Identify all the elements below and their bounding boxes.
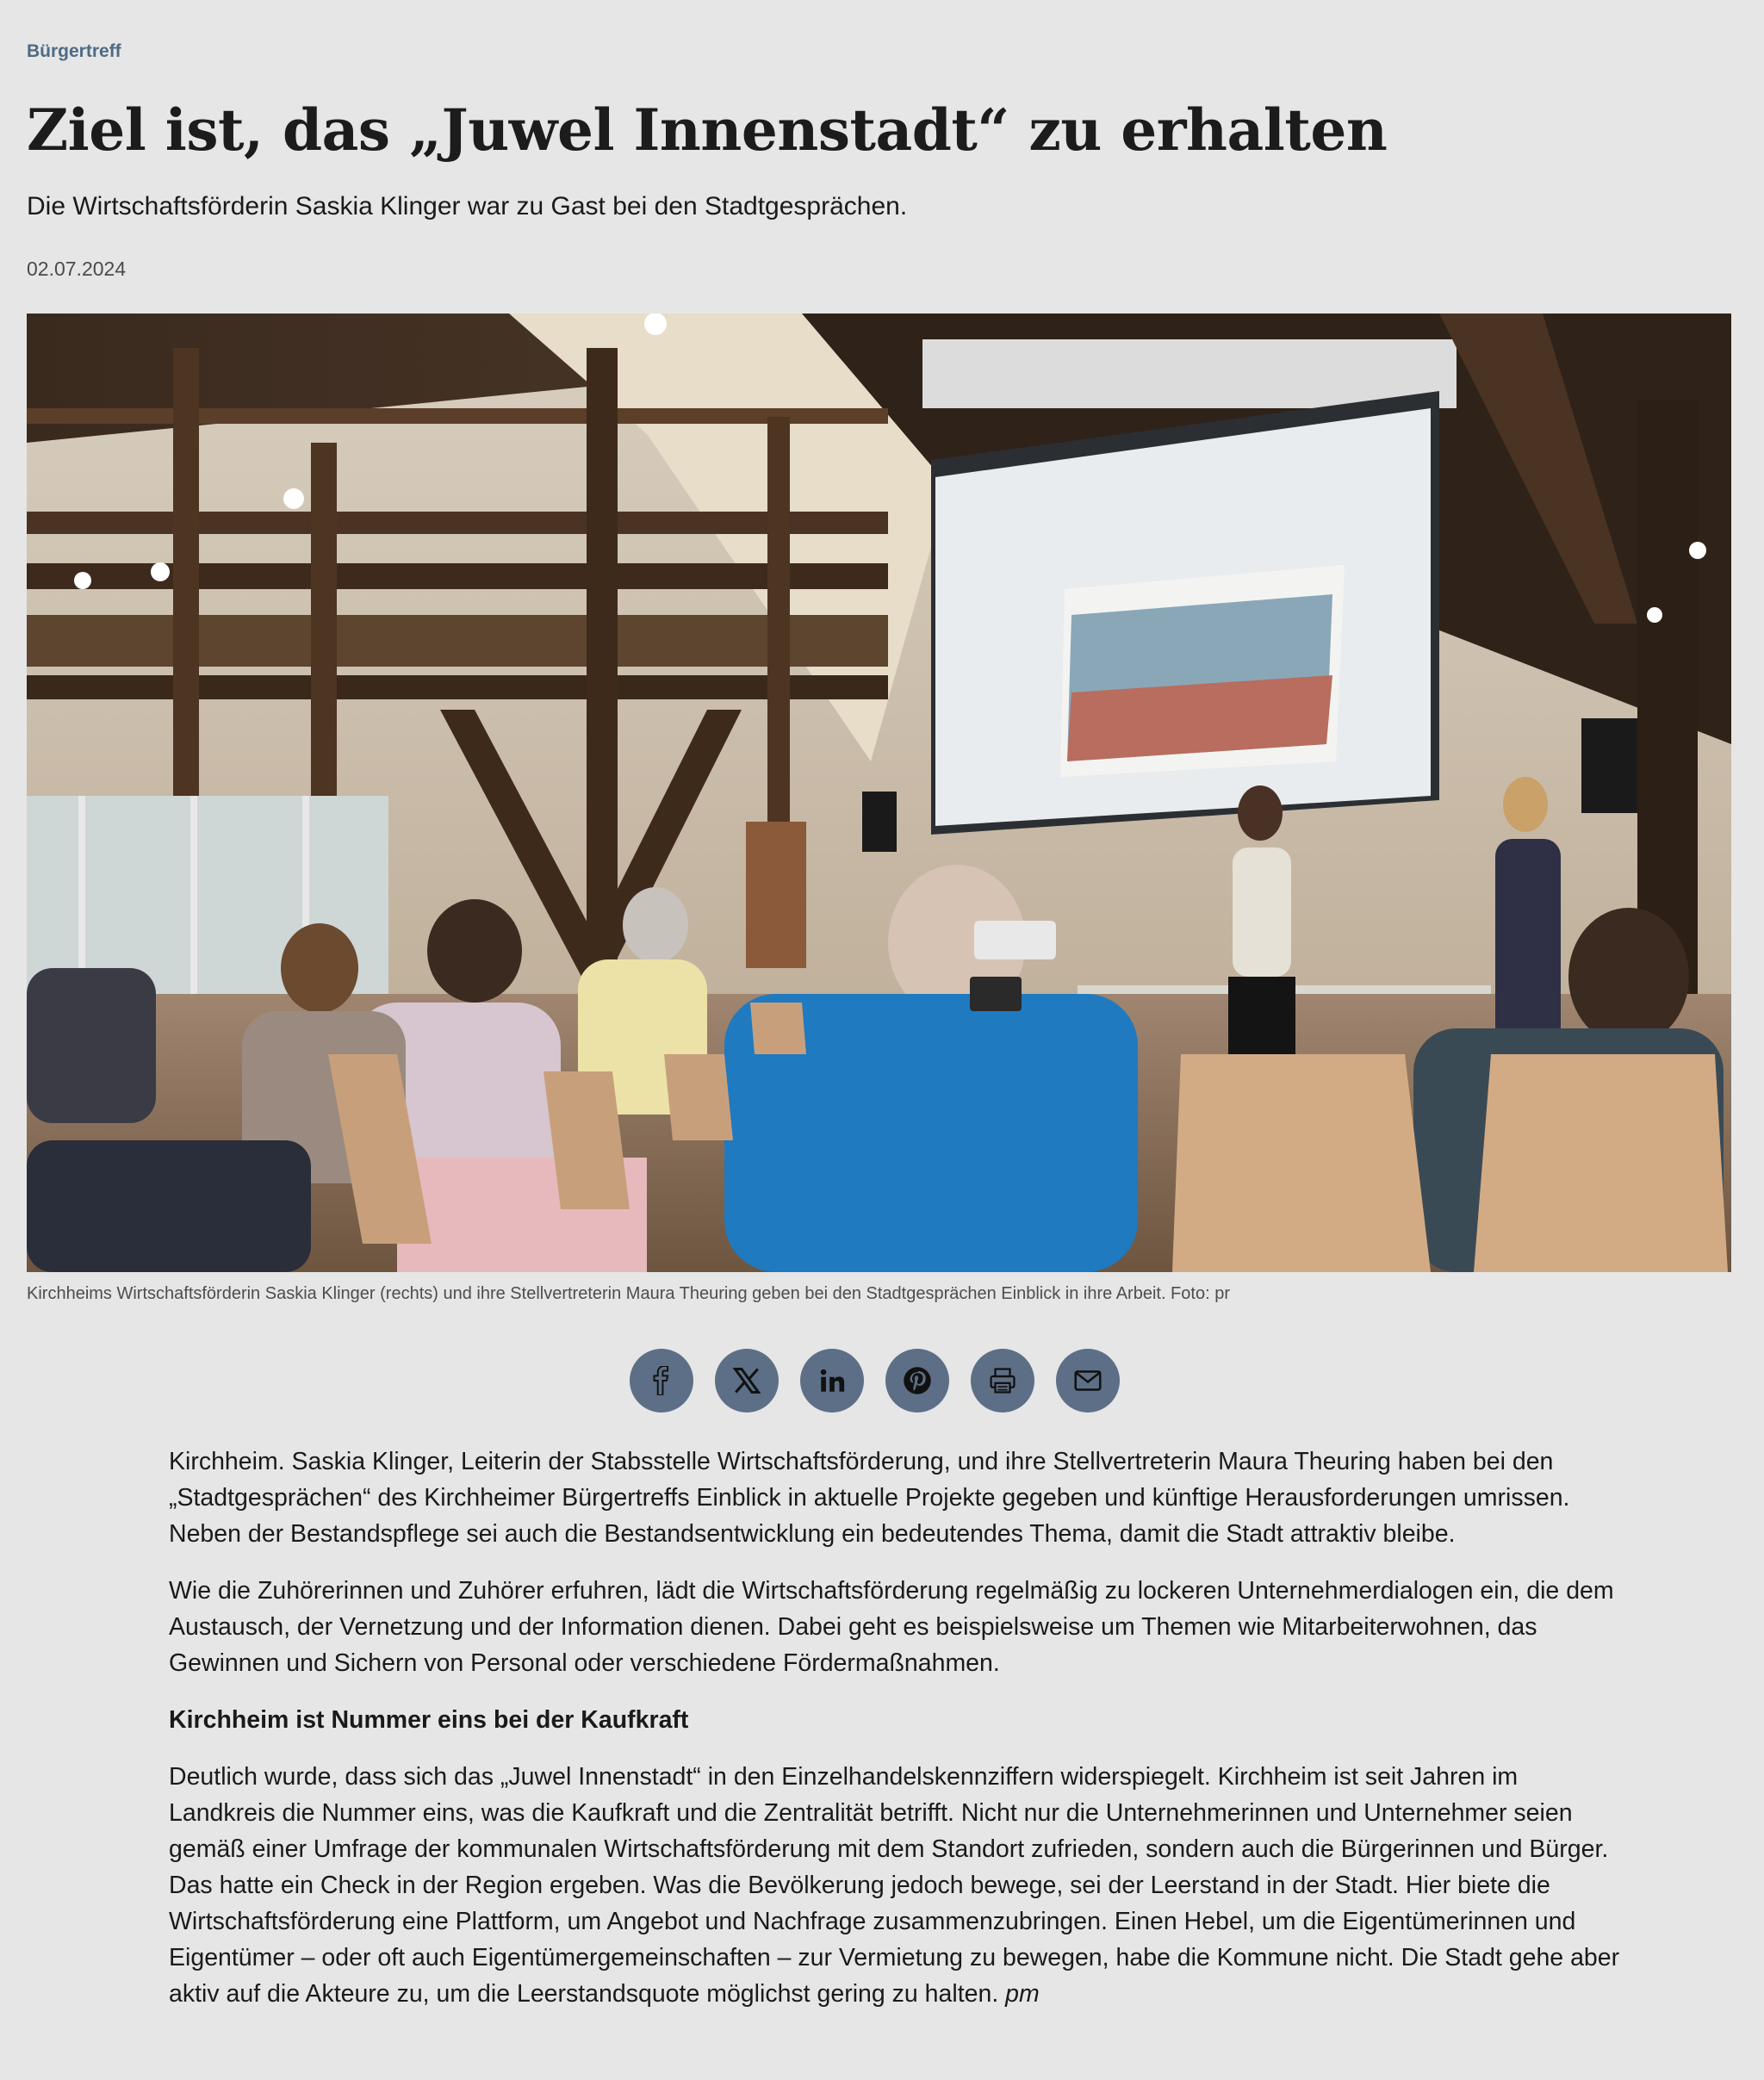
mail-icon	[1072, 1365, 1103, 1396]
article-subline: Die Wirtschaftsförderin Saskia Klinger war zu Gast bei den Stadtgesprächen.	[27, 192, 908, 220]
print-button[interactable]	[971, 1349, 1034, 1413]
article-headline: Ziel ist, das „Juwel Innenstadt“ zu erhalten	[27, 96, 1388, 164]
article-paragraph-text: Deutlich wurde, dass sich das „Juwel Innenstadt“ in den Einzelhandelskennziffern widerspiegelt. Kirchheim ist seit Jahren im Landkreis die Nummer eins, was die Kaufkraft und die Zentralität betrifft. Nicht nur die Unternehmerinnen und Unternehmer seien gemäß einer Umfrage der kommunalen Wirtschaftsförderung mit dem Standort zufrieden, sondern auch die Bürgerinnen und Bürger. Das hatte ein Check in der Region ergeben. Was die Bevölkerung jedoch bewege, sei der Leerstand in der Stadt. Hier biete die Wirtschaftsförderung eine Plattform, um Angebot und Nachfrage zusammenzubringen. Einen Hebel, um die Eigentümerinnen und Eigentümer – oder oft auch Eigentümergemeinschaften – zur Vermietung zu bewegen, habe die Kommune nicht. Die Stadt gehe aber aktiv auf die Akteure zu, um die Leerstandsquote möglichst gering zu halten.	[169, 1763, 1620, 2008]
share-pinterest-button[interactable]	[885, 1349, 949, 1413]
article-paragraph-last	[169, 1759, 1624, 2012]
publish-date: 02.07.2024	[27, 258, 127, 280]
author-initials: pm	[1005, 1980, 1040, 2008]
event-hall-photo	[27, 314, 1731, 1272]
article-subheading: Kirchheim ist Nummer eins bei der Kaufkraft	[169, 1706, 689, 1734]
share-x-button[interactable]	[715, 1349, 779, 1413]
category-label[interactable]: Bürgertreff	[27, 41, 121, 61]
share-facebook-button[interactable]	[630, 1349, 693, 1413]
facebook-icon	[647, 1366, 676, 1395]
image-caption: Kirchheims Wirtschaftsförderin Saskia Klinger (rechts) und ihre Stellvertreterin Maura Theuring geben bei den Stadtgesprächen Einblick in ihre Arbeit. Foto: pr	[27, 1284, 1230, 1303]
share-bar	[630, 1349, 1120, 1413]
article-body	[169, 1444, 1624, 2033]
pinterest-icon	[902, 1365, 933, 1396]
share-mail-button[interactable]	[1056, 1349, 1120, 1413]
share-linkedin-button[interactable]	[800, 1349, 864, 1413]
print-icon	[988, 1366, 1017, 1395]
article-paragraph: Wie die Zuhörerinnen und Zuhörer erfuhren, lädt die Wirtschaftsförderung regelmäßig zu lockeren Unternehmerdialogen ein, die dem Austausch, der Vernetzung und der Information dienen. Dabei geht es beispielsweise um Themen wie Mitarbeiterwohnen, das Gewinnen und Sichern von Personal oder verschiedene Fördermaßnahmen.	[169, 1577, 1614, 1677]
article-photo	[27, 314, 1731, 1272]
article-paragraph: Kirchheim. Saskia Klinger, Leiterin der Stabsstelle Wirtschaftsförderung, und ihre Stellvertreterin Maura Theuring haben bei den „Stadtgesprächen“ des Kirchheimer Bürgertreffs Einblick in aktuelle Projekte gegeben und künftige Herausforderungen umrissen. Neben der Bestandspflege sei auch die Bestandsentwicklung ein bedeutendes Thema, damit die Stadt attraktiv bleibe.	[169, 1448, 1570, 1548]
linkedin-icon	[817, 1366, 847, 1395]
x-icon	[731, 1365, 762, 1396]
